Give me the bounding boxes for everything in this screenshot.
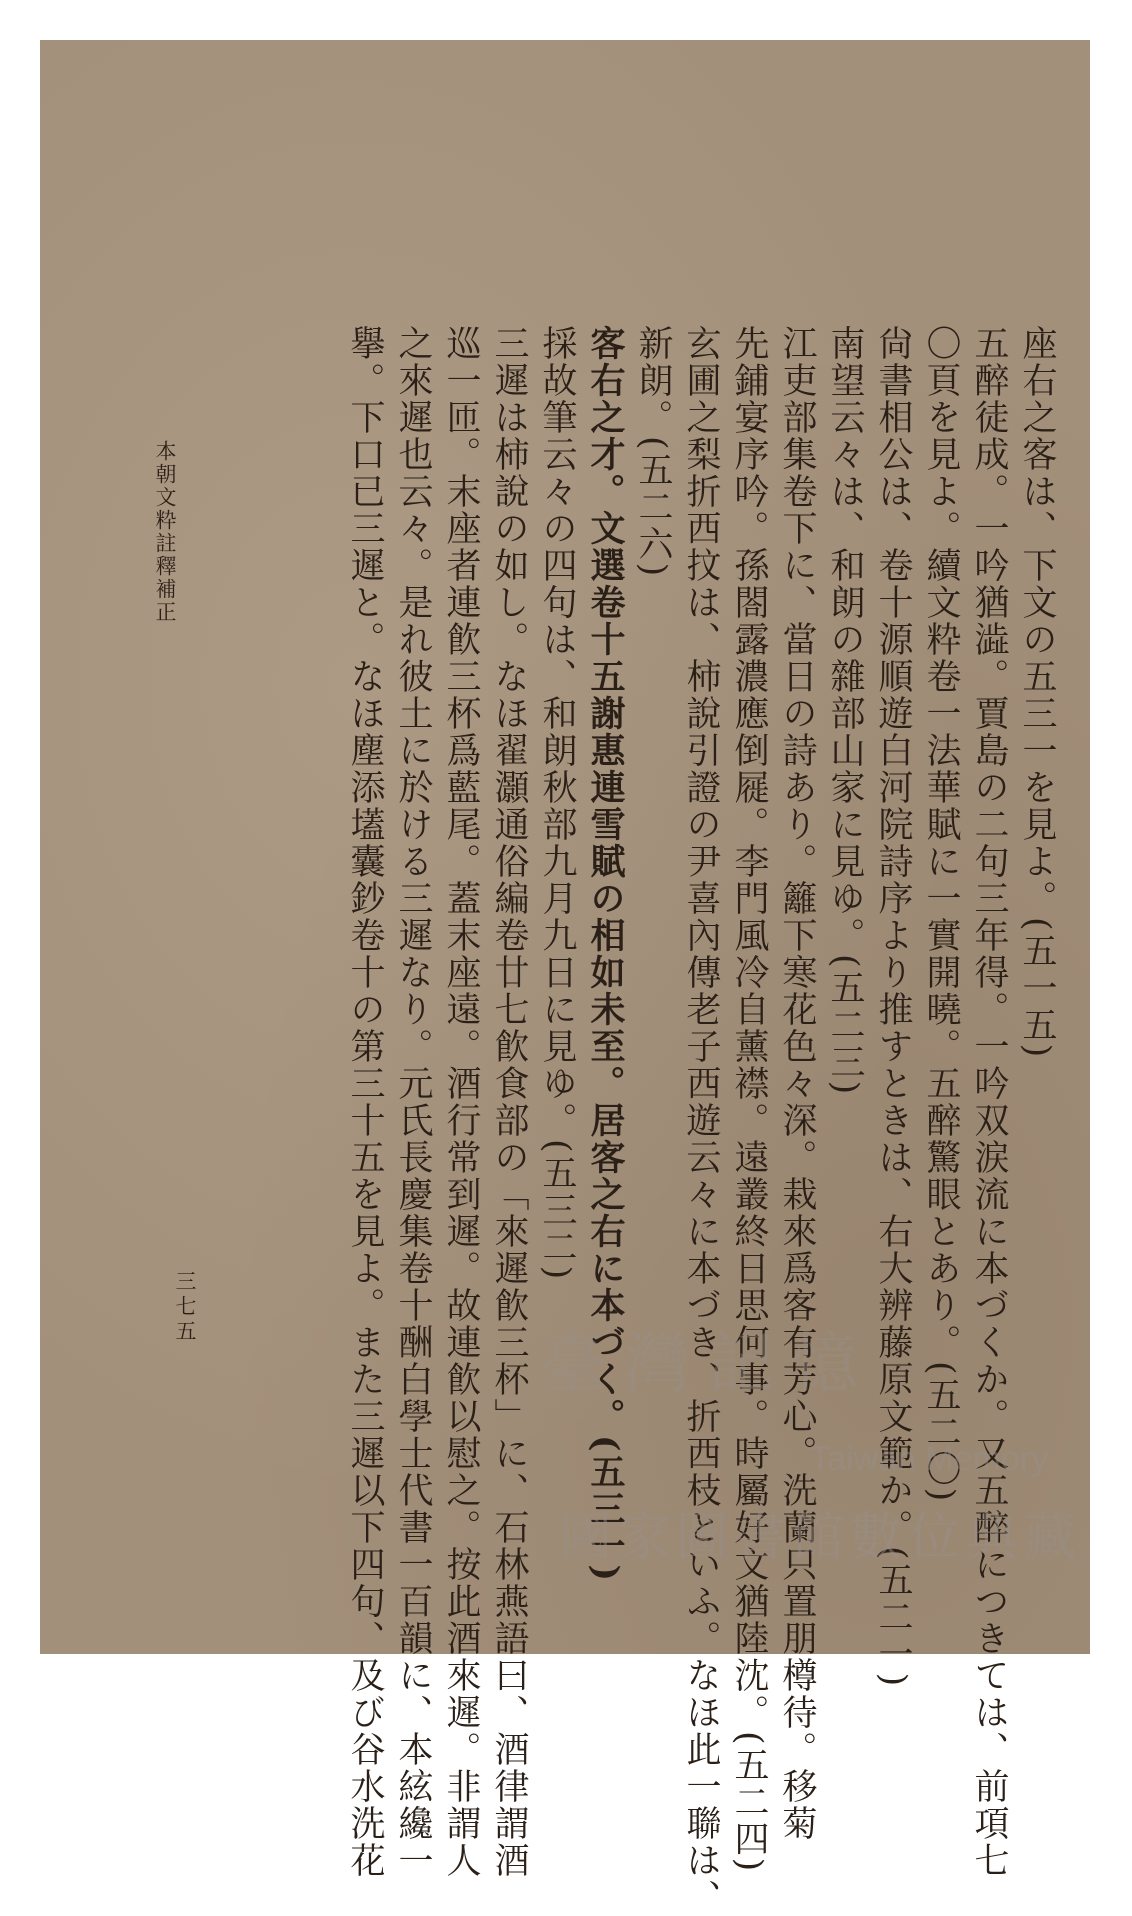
watermark-logo-text: 臺灣記憶 [540,1325,876,1402]
text-column-6: 江吏部集卷下に、當日の詩あり。籬下寒花色々深。栽來爲客有芳心。洗蘭只置朋樽待。移菊 [777,325,817,1842]
scanned-page [40,40,1090,1916]
text-column-2: 五醉徒成。一吟猶澁。賈島の二句三年得。一吟双涙流に本づくか。又五醉につきては、前項七 [969,325,1009,1879]
text-column-1: 座右之客は、下文の五三一を見よ。(五一五) [1017,325,1057,1060]
running-head: 本朝文粋註釋補正 [153,440,177,624]
text-column-3: 〇頁を見よ。續文粋卷一法華賦に一實開曉。五醉驚眼とあり。(五二〇) [921,325,961,1504]
text-column-14: 之來遲也云々。是れ彼土に於ける三遲なり。元氏長慶集卷十酬白學士代書一百韻に、本絃纔一 [393,325,433,1879]
text-column-11: 採故筆云々の四句は、和朗秋部九月九日に見ゆ。(五三二) [537,325,577,1282]
text-column-8: 玄圃之梨折西抆は、柿說引證の尹喜內傳老子西遊云々に本づき、折西枝といふ。なほ此一聯は、 [681,325,721,1916]
watermark-chinese: 國家圖書館數位典藏 [560,1509,1083,1567]
text-column-10: 客右之才。文選卷十五謝惠連雪賦の相如未至。居客之右に本づく。(五三一) [585,325,626,1584]
text-column-5: 南望云々は、和朗の雜部山家に見ゆ。(五二三) [825,325,865,1097]
text-column-7: 先鋪宴序吟。孫閤露濃應倒屣。李門風冷自薰襟。遠叢終日思何事。時屬好文猶陸沈。(五二四) [729,325,769,1874]
text-column-12: 三遲は柿說の如し。なほ翟灝通俗編卷廿七飮食部の「來遲飮三杯」に、石林燕語曰、酒律謂酒 [489,325,529,1879]
text-column-9: 新朗。(五二六) [633,325,673,579]
text-column-15: 擧。下口已三遲と。なほ塵添壒囊鈔卷十の第三十五を見よ。また三遲以下四句、及び谷水洗花 [345,325,385,1879]
text-column-4: 尙書相公は、卷十源順遊白河院詩序より推すときは、右大辨藤原文範か。(五二一) [873,325,913,1689]
page-number: 三七五 [173,1270,197,1345]
text-column-13: 巡一匝。末座者連飮三杯爲藍尾。蓋末座遠。酒行常到遲。故連飮以慰之。按此酒來遲。非謂人 [441,325,481,1879]
watermark-english: Taiwan Memory [810,1440,1049,1478]
